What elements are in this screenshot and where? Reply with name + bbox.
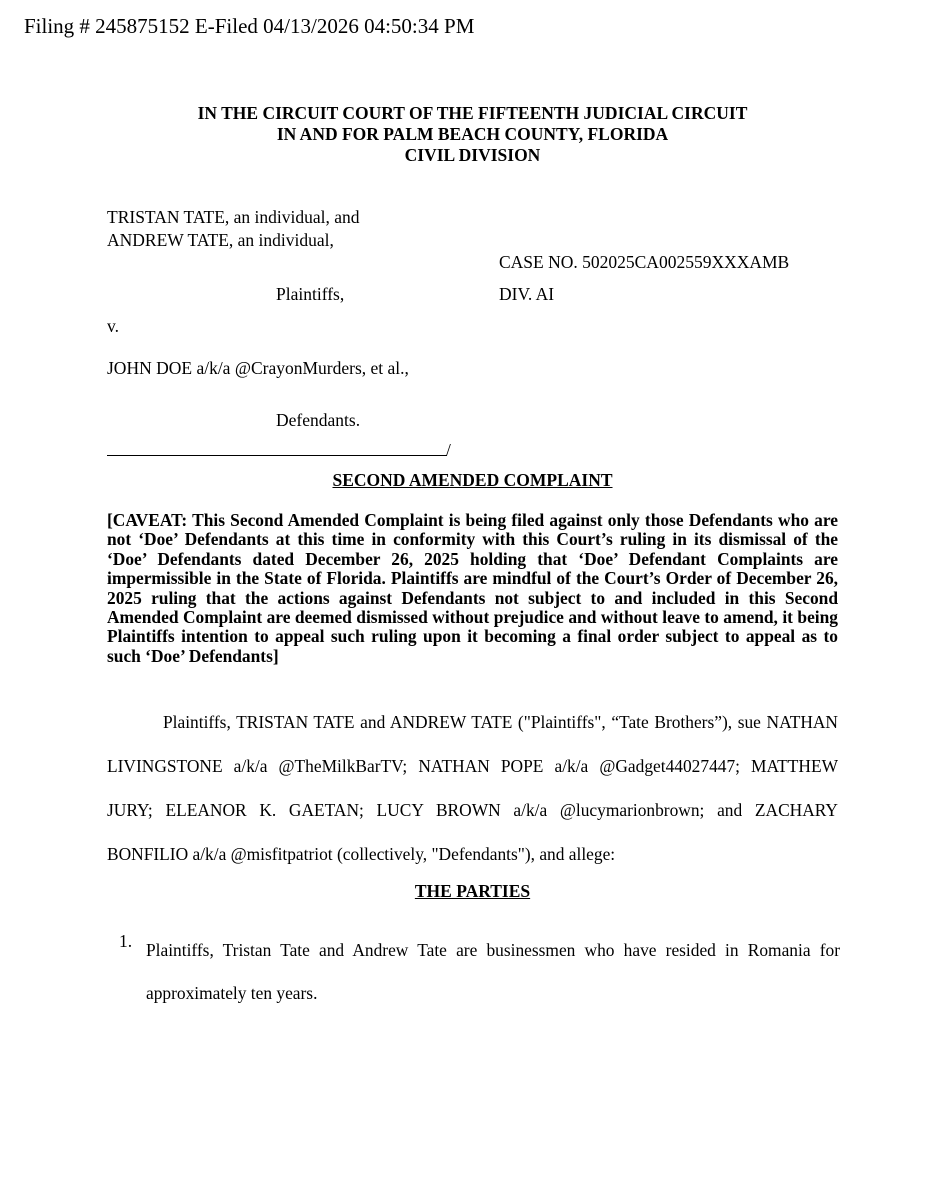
caption-divider [107,455,447,456]
paragraph-text: Plaintiffs, Tristan Tate and Andrew Tate are businessmen who have resided in Romania for approximately ten years. [146,940,840,1003]
court-heading-line-3: CIVIL DIVISION [404,145,541,165]
court-heading [0,103,945,166]
plaintiff-line-1: TRISTAN TATE, an individual, and [107,207,360,227]
paragraph-number: 1. [119,931,133,951]
plaintiff-line-2: ANDREW TATE, an individual, [107,230,334,250]
filing-stamp: Filing # 245875152 E-Filed 04/13/2026 04:50:34 PM [24,14,475,38]
intro-paragraph: Plaintiffs, TRISTAN TATE and ANDREW TATE ("Plaintiffs", “Tate Brothers”), sue NATHAN LIVINGSTONE a/k/a @TheMilkBarTV; NATHAN POPE a/k/a @Gadget44027447; MATTHEW JURY; ELEANOR K. GAETAN; LUCY BROWN a/k/a @lucymarionbrown; and ZACHARY BONFILIO a/k/a @misfitpatriot (collectively, "Defendants"), and allege: [107,712,838,864]
document-title: SECOND AMENDED COMPLAINT [332,470,613,490]
plaintiffs-label: Plaintiffs, [276,284,345,304]
versus: v. [107,316,119,336]
division: DIV. AI [499,284,555,304]
caption-slash: / [446,440,451,460]
case-number: CASE NO. 502025CA002559XXXAMB [499,252,790,272]
section-heading-parties: THE PARTIES [414,881,531,901]
caveat-paragraph: [CAVEAT: This Second Amended Complaint is being filed against only those Defendants who are not ‘Doe’ Defendants at this time in conformity with this Court’s ruling in its dismissal of the ‘Doe’ Defendants dated December 26, 2025 holding that ‘Doe’ Defendant Complaints are impermissible in the State of Florida. Plaintiffs are mindful of the Court’s Order of December 26, 2025 ruling that the actions against Defendants not subject to and included in this Second Amended Complaint are deemed dismissed without prejudice and without leave to amend, it being Plaintiffs intention to appeal such ruling upon it becoming a final order subject to appeal as to such ‘Doe’ Defendants] [107,510,838,666]
defendant-line: JOHN DOE a/k/a @CrayonMurders, et al., [107,358,409,378]
court-heading-line-1: IN THE CIRCUIT COURT OF THE FIFTEENTH JUDICIAL CIRCUIT [197,103,748,123]
defendants-label: Defendants. [276,410,361,430]
court-heading-line-2: IN AND FOR PALM BEACH COUNTY, FLORIDA [276,124,669,144]
